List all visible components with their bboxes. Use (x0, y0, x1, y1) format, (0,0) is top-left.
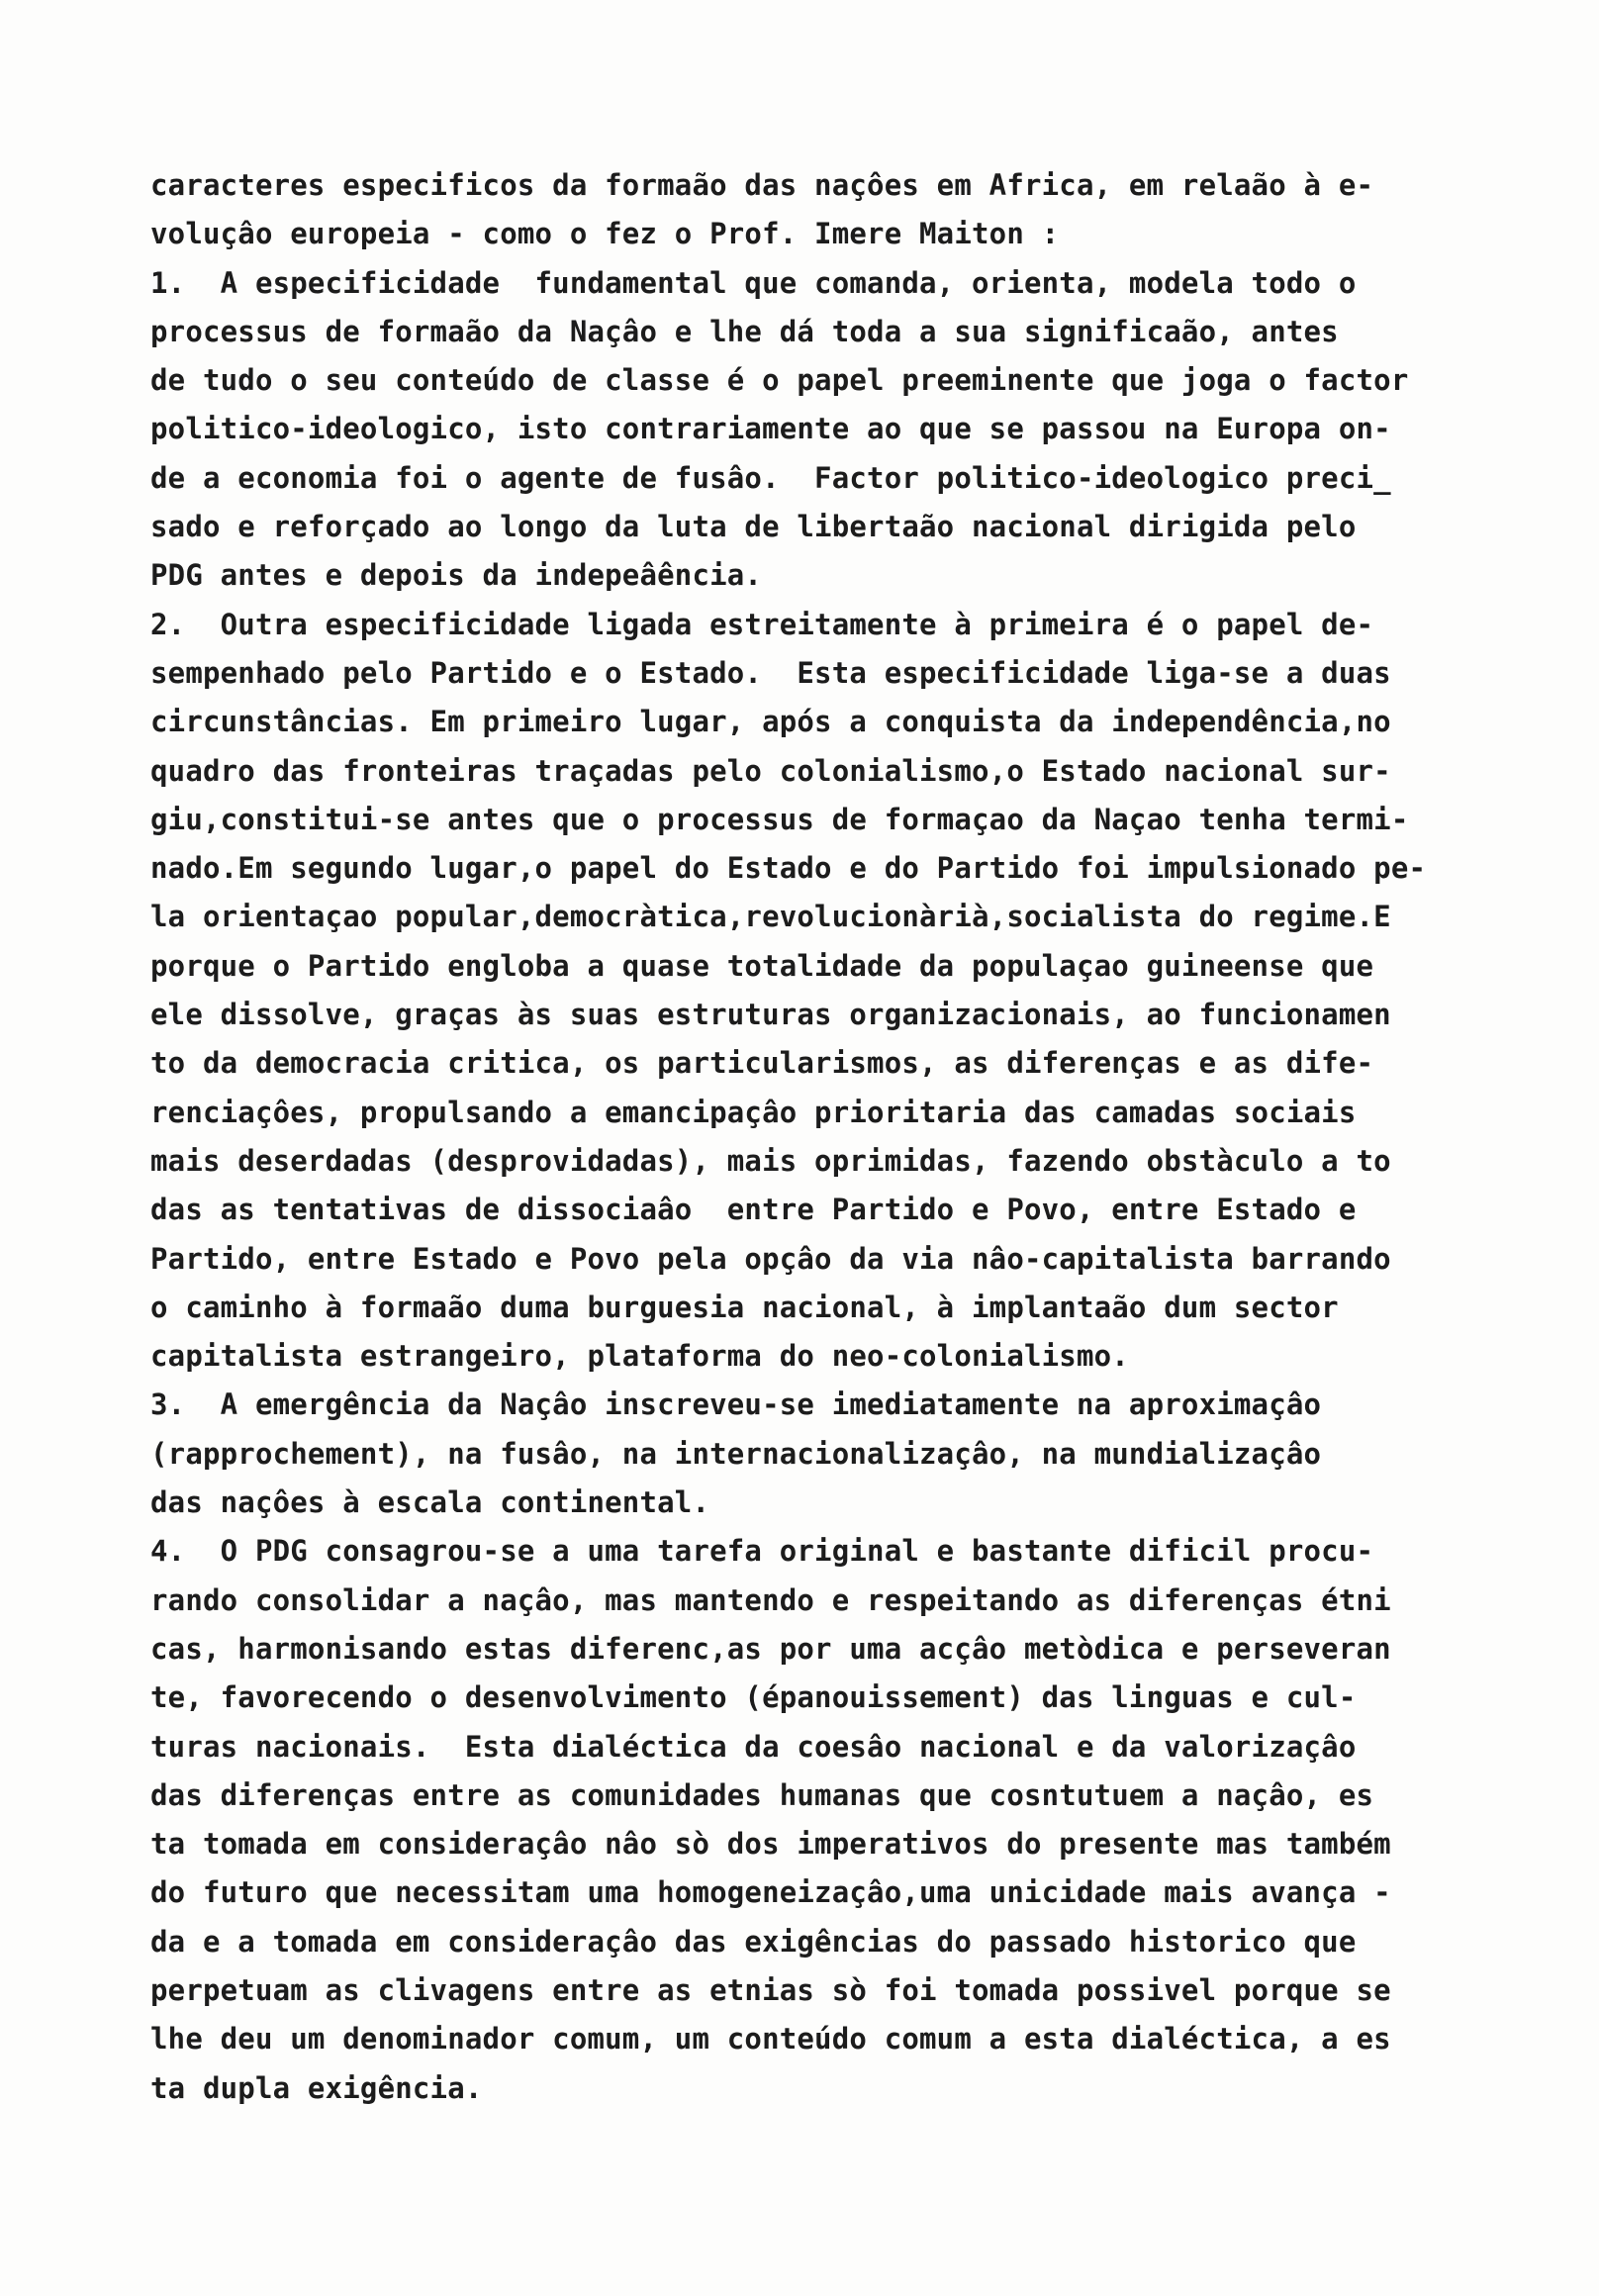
text-line-7: de a economia foi o agente de fusâo. Factor politico-ideologico preci_ (150, 460, 1391, 495)
text-line-37: da e a tomada em consideraçâo das exigências do passado historico que (150, 1924, 1357, 1959)
text-line-28: das naçôes à escala continental. (150, 1485, 710, 1520)
text-line-39: lhe deu um denominador comum, um conteúdo comum a esta dialéctica, a es (150, 2022, 1391, 2057)
text-line-32: te, favorecendo o desenvolvimento (épanouissement) das linguas e cul- (150, 1680, 1357, 1715)
text-line-14: giu,constitui-se antes que o processus de formaçao da Naçao tenha termi- (150, 802, 1409, 836)
text-line-27: (rapprochement), na fusâo, na internacionalizaçâo, na mundializaçâo (150, 1436, 1322, 1471)
text-line-17: porque o Partido engloba a quase totalidade da populaçao guineense que (150, 948, 1374, 983)
text-line-13: quadro das fronteiras traçadas pelo colonialismo,o Estado nacional sur- (150, 753, 1391, 788)
text-line-36: do futuro que necessitam uma homogeneizaçâo,uma unicidade mais avança - (150, 1875, 1391, 1910)
text-line-10: 2. Outra especificidade ligada estreitamente à primeira é o papel de- (150, 607, 1374, 641)
text-line-30: rando consolidar a naçâo, mas mantendo e respeitando as diferenças étni (150, 1582, 1391, 1617)
text-line-19: to da democracia critica, os particularismos, as diferenças e as dife- (150, 1046, 1374, 1081)
text-line-9: PDG antes e depois da indepeâência. (150, 558, 763, 593)
text-line-35: ta tomada em consideraçâo nâo sò dos imperativos do presente mas também (150, 1827, 1391, 1862)
text-line-16: la orientaçao popular,democràtica,revolucionàrià,socialista do regime.E (150, 900, 1391, 934)
text-line-8: sado e reforçado ao longo da luta de libertaão nacional dirigida pelo (150, 510, 1357, 544)
text-line-12: circunstâncias. Em primeiro lugar, após a conquista da independência,no (150, 705, 1391, 739)
text-line-21: mais deserdadas (desprovidadas), mais oprimidas, fazendo obstàculo a to (150, 1143, 1391, 1178)
typed-text-body (150, 161, 1555, 2113)
text-line-24: o caminho à formaão duma burguesia nacional, à implantaão dum sector (150, 1290, 1339, 1324)
text-line-22: das as tentativas de dissociaâo entre Partido e Povo, entre Estado e (150, 1193, 1357, 1227)
text-line-3: 1. A especificidade fundamental que comanda, orienta, modela todo o (150, 265, 1357, 300)
text-line-38: perpetuam as clivagens entre as etnias sò foi tomada possivel porque se (150, 1972, 1391, 2007)
text-line-18: ele dissolve, graças às suas estruturas organizacionais, ao funcionamen (150, 998, 1391, 1032)
text-line-33: turas nacionais. Esta dialéctica da coesâo nacional e da valorizaçâo (150, 1729, 1357, 1764)
text-line-20: renciaçôes, propulsando a emancipaçâo prioritaria das camadas sociais (150, 1095, 1357, 1129)
text-line-2: voluçâo europeia - como o fez o Prof. Imere Maiton : (150, 217, 1060, 251)
text-line-5: de tudo o seu conteúdo de classe é o papel preeminente que joga o factor (150, 363, 1409, 398)
text-line-34: das diferenças entre as comunidades humanas que cosntutuem a naçâo, es (150, 1777, 1374, 1812)
text-line-6: politico-ideologico, isto contrariamente ao que se passou na Europa on- (150, 412, 1391, 446)
text-line-11: sempenhado pelo Partido e o Estado. Esta especificidade liga-se a duas (150, 655, 1391, 690)
text-line-23: Partido, entre Estado e Povo pela opçâo da via nâo-capitalista barrando (150, 1241, 1391, 1276)
text-line-40: ta dupla exigência. (150, 2070, 483, 2105)
text-line-4: processus de formaão da Naçâo e lhe dá toda a sua significaão, antes (150, 314, 1339, 348)
text-line-26: 3. A emergência da Naçâo inscreveu-se imediatamente na aproximaçâo (150, 1387, 1322, 1422)
text-line-31: cas, harmonisando estas diferenc,as por uma acçâo metòdica e perseveran (150, 1631, 1391, 1666)
text-line-15: nado.Em segundo lugar,o papel do Estado e do Partido foi impulsionado pe- (150, 851, 1427, 886)
text-line-29: 4. O PDG consagrou-se a uma tarefa original e bastante dificil procu- (150, 1534, 1374, 1569)
text-line-1: caracteres especificos da formaão das naçôes em Africa, em relaão à e- (150, 168, 1374, 202)
text-line-25: capitalista estrangeiro, plataforma do neo-colonialismo. (150, 1339, 1129, 1374)
